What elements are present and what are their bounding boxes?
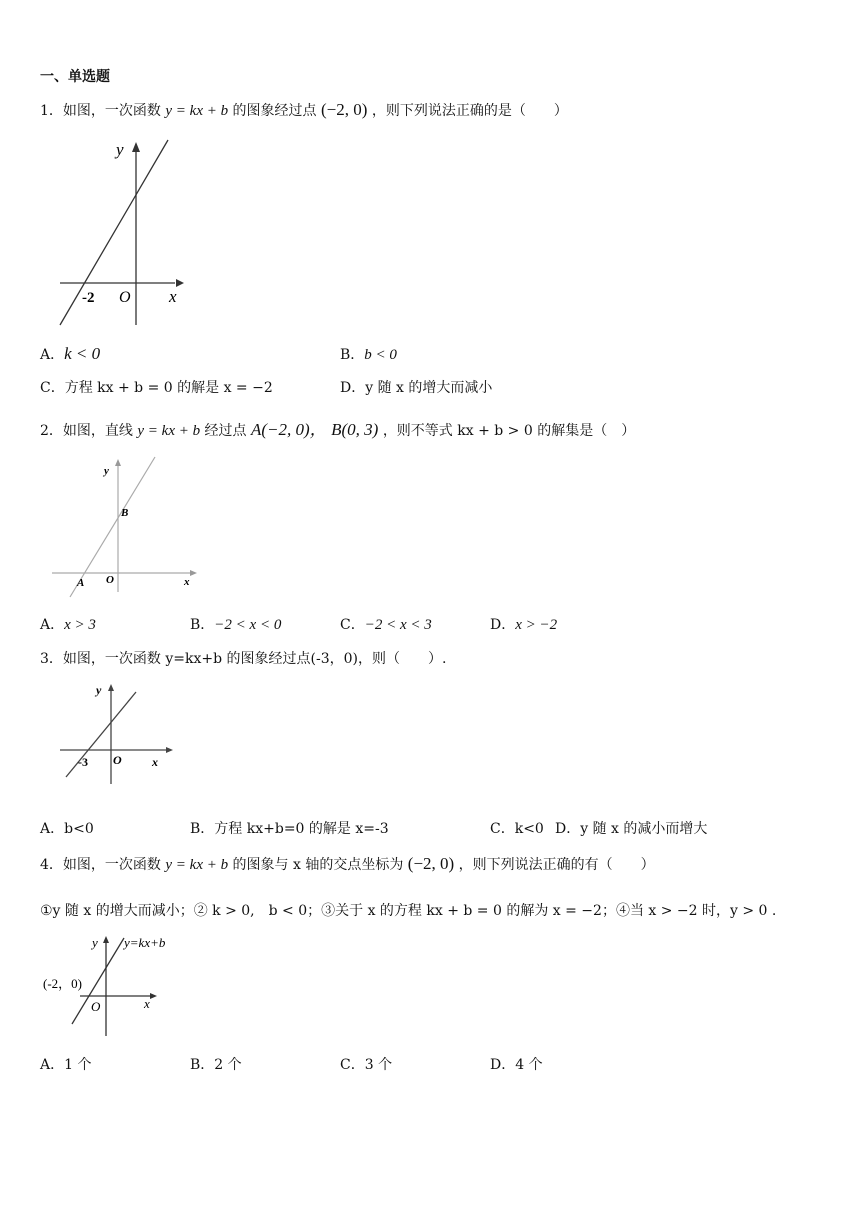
q1-point: (−2, 0) xyxy=(321,100,368,119)
q2-option-b[interactable] xyxy=(190,614,281,634)
q4-option-d[interactable] xyxy=(490,1054,543,1074)
option-key: A． xyxy=(40,1057,65,1073)
q1-minus-two-label: -2 xyxy=(82,290,95,306)
q4-option-a[interactable] xyxy=(40,1054,91,1074)
q3-y-label: y xyxy=(96,683,102,697)
question-1-stem xyxy=(40,100,568,120)
q3-y-arrow xyxy=(108,684,114,691)
q2-suffix: ，则不等式 kx + b > 0 的解集是（ ） xyxy=(382,423,636,439)
option-key: C． xyxy=(340,617,365,633)
q4-x-arrow xyxy=(150,993,157,999)
section-heading: 一、单选题 xyxy=(40,69,110,85)
q2-equation: y = kx + b xyxy=(137,423,201,439)
q4-y-arrow xyxy=(103,936,109,943)
q4-origin-label: O xyxy=(91,999,101,1014)
q1-equation: y = kx + b xyxy=(165,103,229,119)
q1-y-arrow xyxy=(132,142,140,152)
q3-graph-line xyxy=(66,692,136,777)
option-text: y 随 x 的增大而减小 xyxy=(365,380,493,396)
q1-option-b[interactable] xyxy=(340,344,397,364)
q1-option-a[interactable] xyxy=(40,344,100,364)
option-key: D． xyxy=(340,380,366,396)
q3-option-d[interactable] xyxy=(555,818,707,838)
q2-x-label: x xyxy=(184,576,190,588)
q2-origin-label: O xyxy=(106,574,114,586)
option-key: A． xyxy=(40,347,65,363)
q1-prefix: 1．如图，一次函数 xyxy=(40,103,161,119)
q2-x-arrow xyxy=(190,570,197,576)
option-key: A． xyxy=(40,821,65,837)
q2-prefix: 2．如图，直线 xyxy=(40,423,133,439)
q2-option-a[interactable] xyxy=(40,614,96,634)
option-key: A． xyxy=(40,617,65,633)
q3-origin-label: O xyxy=(113,753,122,767)
option-text: 方程 kx + b = 0 的解是 x = −2 xyxy=(64,380,273,396)
option-key: C． xyxy=(40,380,65,396)
option-text: b<0 xyxy=(64,821,94,837)
option-text: x > 3 xyxy=(64,617,96,633)
option-text: −2 < x < 3 xyxy=(364,617,432,633)
option-text: 2 个 xyxy=(214,1057,242,1073)
option-text: y 随 x 的减小而增大 xyxy=(580,821,708,837)
option-text: b < 0 xyxy=(364,347,397,363)
option-key: D． xyxy=(490,1057,516,1073)
q4-point-label: (-2，0) xyxy=(43,976,82,991)
q1-suffix: ，则下列说法正确的是（ ） xyxy=(371,103,568,119)
q4-point: (−2, 0) xyxy=(407,854,455,873)
q2-middle: 经过点 xyxy=(204,423,247,439)
q1-graph-line xyxy=(60,140,168,325)
option-text: 4 个 xyxy=(515,1057,543,1073)
q4-function-label: y=kx+b xyxy=(124,935,166,950)
q2-point-a-label: A xyxy=(77,577,85,589)
option-key: B． xyxy=(340,347,365,363)
option-text: k < 0 xyxy=(64,344,101,363)
q4-x-label: x xyxy=(144,996,150,1011)
q4-suffix: ，则下列说法正确的有（ ） xyxy=(458,857,655,873)
option-key: B． xyxy=(190,821,215,837)
question-2-stem xyxy=(40,415,635,440)
q3-x-label: x xyxy=(152,755,158,769)
q4-option-b[interactable] xyxy=(190,1054,242,1074)
option-key: B． xyxy=(190,617,215,633)
q3-option-b[interactable] xyxy=(190,818,389,838)
option-text: 方程 kx+b=0 的解是 x=-3 xyxy=(214,821,389,837)
q3-x-arrow xyxy=(166,747,173,753)
option-text: −2 < x < 0 xyxy=(214,617,282,633)
q1-y-label: y xyxy=(116,140,124,159)
q3-option-a[interactable] xyxy=(40,818,94,838)
q4-middle: 的图象与 x 轴的交点坐标为 xyxy=(232,857,404,873)
q2-point-a: A(−2, 0)， xyxy=(251,420,327,439)
q3-figure xyxy=(58,680,178,790)
option-key: D． xyxy=(555,821,581,837)
question-4-stem xyxy=(40,854,655,874)
q1-figure xyxy=(40,130,200,335)
q1-option-d[interactable] xyxy=(340,377,492,397)
q2-y-label: y xyxy=(104,465,109,477)
option-text: 1 个 xyxy=(64,1057,92,1073)
option-text: k<0 xyxy=(514,821,544,837)
q2-y-arrow xyxy=(115,459,121,466)
q3-option-c[interactable] xyxy=(490,818,544,838)
option-key: D． xyxy=(490,617,516,633)
option-key: C． xyxy=(340,1057,365,1073)
q2-figure xyxy=(40,452,210,602)
q2-point-b-label: B xyxy=(121,507,129,519)
q4-option-c[interactable] xyxy=(340,1054,392,1074)
option-text: x > −2 xyxy=(515,617,558,633)
q2-option-c[interactable] xyxy=(340,614,432,634)
question-4-statements: ①y 随 x 的增大而减小；② k > 0, b < 0；③关于 x 的方程 kx + b = 0 的解为 x = −2；④当 x > −2 时，y > 0 . xyxy=(40,903,777,919)
option-key: C． xyxy=(490,821,515,837)
q4-figure xyxy=(40,932,200,1044)
q4-prefix: 4．如图，一次函数 xyxy=(40,857,161,873)
q1-option-c[interactable] xyxy=(40,377,273,397)
q2-point-b: B(0, 3) xyxy=(331,420,379,439)
q1-origin-label: O xyxy=(119,289,131,306)
question-3-stem: 3．如图，一次函数 y=kx+b 的图象经过点(-3，0)，则（ ）. xyxy=(40,651,447,667)
option-text: 3 个 xyxy=(364,1057,393,1073)
q4-y-label: y xyxy=(92,935,98,950)
q1-x-label: x xyxy=(169,287,177,306)
q3-minus-three-label: -3 xyxy=(78,755,88,769)
option-key: B． xyxy=(190,1057,215,1073)
q2-option-d[interactable] xyxy=(490,614,557,634)
q1-x-arrow xyxy=(176,279,184,287)
q4-equation: y = kx + b xyxy=(165,857,229,873)
q1-middle: 的图象经过点 xyxy=(232,103,317,119)
